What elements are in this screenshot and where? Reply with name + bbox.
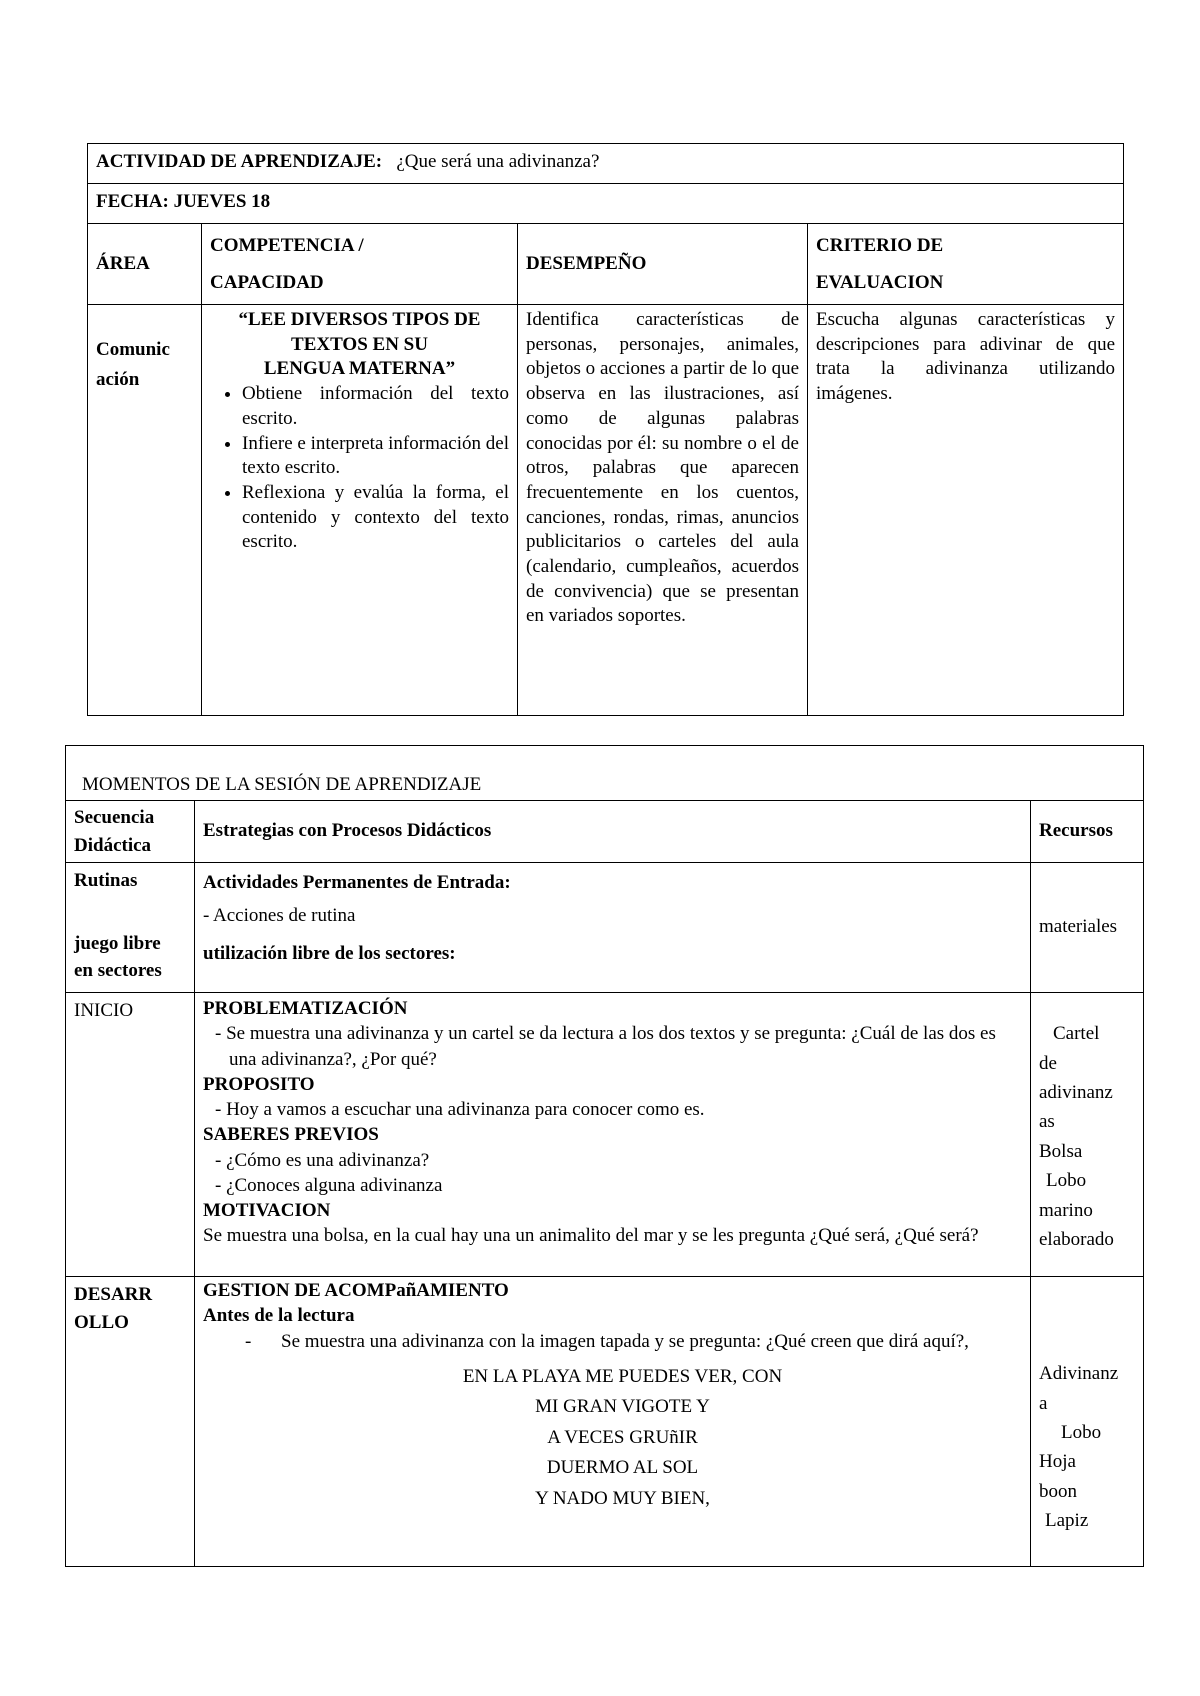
date-row	[88, 184, 1124, 224]
header-desempeno: DESEMPEÑO	[518, 224, 808, 305]
session-moments-table	[65, 745, 1144, 1567]
header-area: ÁREA	[88, 224, 202, 305]
list-item: - Se muestra una adivinanza y un cartel se da lectura a los dos textos y se pregunta: ¿Cuál de las dos es una adivinanza?, ¿Por qué?	[215, 1021, 1022, 1072]
list-item: • Infiere e interpreta información del texto escrito.	[242, 432, 509, 481]
competencia-cell	[202, 305, 518, 716]
inicio-label-cell: INICIO	[66, 993, 195, 1277]
desempeno-cell: Identifica características de personas, personajes, animales, objetos o acciones a partir de lo que observa en las ilustraciones, así como de algunas palabras conocidas por él: su nombre o el de otros, palabras que aparecen frecuentemente en los cuentos, canciones, rondas, rimas, anuncios publicitarios o carteles del aula (calendario, cumpleaños, acuerdos de convivencia) que se presentan en variados soportes.	[518, 305, 808, 716]
rutinas-resources-cell: materiales	[1031, 863, 1144, 993]
header-secuencia: Secuencia Didáctica	[66, 801, 195, 863]
riddle-poem: EN LA PLAYA ME PUEDES VER, CON MI GRAN VIGOTE Y A VECES GRUñIR DUERMO AL SOL Y NADO MUY BIEN,	[462, 1366, 783, 1509]
criterio-cell: Escucha algunas características y descripciones para adivinar de que trata la adivinanza utilizando imágenes.	[808, 305, 1124, 716]
header-criterio: CRITERIO DE EVALUACION	[808, 224, 1124, 305]
list-item: - Se muestra una adivinanza con la imagen tapada y se pregunta: ¿Qué creen que dirá aquí?,	[281, 1328, 1022, 1356]
activity-label: ACTIVIDAD DE APRENDIZAJE:	[96, 151, 383, 172]
desarrollo-content-cell: GESTION DE ACOMPañAMIENTO Antes de la lectura - Se muestra una adivinanza con la imagen tapada y se pregunta: ¿Qué creen que dirá aquí?, EN LA PLAYA ME PUEDES VER, CON MI GRAN VIGOTE Y A VECES GRUñIR DUERMO AL SOL Y NADO MUY BIEN,	[195, 1277, 1031, 1567]
list-item: • Obtiene información del texto escrito.	[242, 382, 509, 431]
header-recursos: Recursos	[1031, 801, 1144, 863]
desarrollo-label-cell: DESARR OLLO	[66, 1277, 195, 1567]
date-label: FECHA: JUEVES 18	[96, 191, 271, 212]
area-cell: Comunic ación	[88, 305, 202, 716]
desarrollo-resources-cell: Adivinanz a Lobo Hoja boon Lapiz	[1031, 1277, 1144, 1567]
rutinas-label-cell: Rutinas juego libre en sectores	[66, 863, 195, 993]
list-item: • Reflexiona y evalúa la forma, el contenido y contexto del texto escrito.	[242, 481, 509, 555]
inicio-resources-cell: Cartel de adivinanz as Bolsa Lobo marino elaborado	[1031, 993, 1144, 1277]
inicio-content-cell: PROBLEMATIZACIÓN - Se muestra una adivinanza y un cartel se da lectura a los dos textos y se pregunta: ¿Cuál de las dos es una adivinanza?, ¿Por qué? PROPOSITO - Hoy a vamos a escuchar una adivinanza para conocer como es. SABERES PREVIOS - ¿Cómo es una adivinanza? - ¿Conoces alguna adivinanza MOTIVACION Se muestra una bolsa, en la cual hay una un animalito del mar y se les pregunta ¿Qué será, ¿Qué será?	[195, 993, 1031, 1277]
session-title: MOMENTOS DE LA SESIÓN DE APRENDIZAJE	[82, 774, 482, 796]
list-item: - ¿Conoces alguna adivinanza	[215, 1173, 1022, 1198]
header-estrategias: Estrategias con Procesos Didácticos	[195, 801, 1031, 863]
header-competencia: COMPETENCIA / CAPACIDAD	[202, 224, 518, 305]
list-item: - ¿Cómo es una adivinanza?	[215, 1148, 1022, 1173]
rutinas-content-cell: Actividades Permanentes de Entrada: - Acciones de rutina utilización libre de los sectores:	[195, 863, 1031, 993]
learning-activity-table	[87, 143, 1124, 716]
activity-row	[88, 144, 1124, 184]
capacidades-list	[210, 382, 509, 555]
competencia-title: “LEE DIVERSOS TIPOS DE TEXTOS EN SU LENGUA MATERNA”	[238, 309, 481, 380]
activity-title: ¿Que será una adivinanza?	[396, 151, 600, 172]
session-title-row	[66, 746, 1144, 801]
list-item: - Hoy a vamos a escuchar una adivinanza para conocer como es.	[215, 1097, 1022, 1122]
